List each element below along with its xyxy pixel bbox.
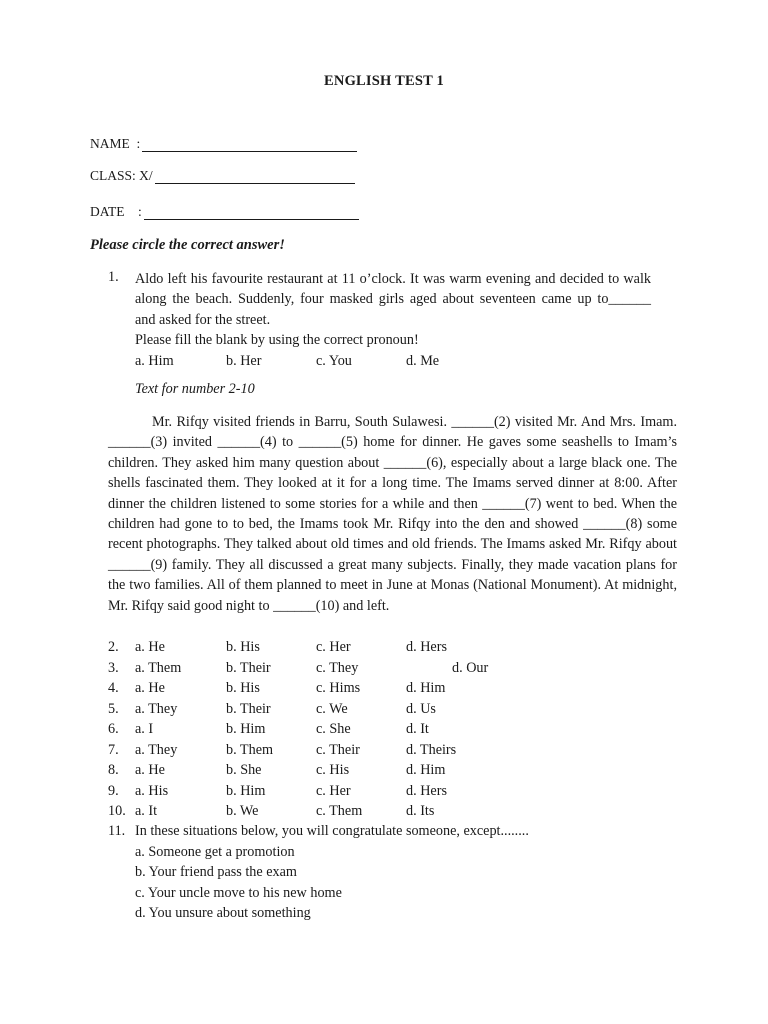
option-a[interactable]: a. He	[135, 762, 165, 778]
option-a[interactable]: a. They	[135, 741, 178, 758]
question-line: and asked for the street.	[135, 311, 271, 328]
answer-row	[108, 801, 668, 822]
option-b[interactable]: b. Him	[226, 782, 266, 799]
option-d[interactable]: d. Him	[406, 680, 446, 696]
question-1-options	[135, 351, 651, 371]
class-label: CLASS: X/	[90, 168, 153, 183]
answer-number: 3.	[108, 659, 119, 676]
option-b[interactable]: b. Your friend pass the exam	[135, 864, 297, 880]
question-line: Please fill the blank by using the correct pronoun!	[135, 332, 419, 349]
question-11	[108, 821, 668, 924]
option-c[interactable]: c. Your uncle move to his new home	[135, 884, 342, 901]
option-a[interactable]: a. He	[135, 639, 165, 655]
answer-row	[108, 781, 668, 802]
class-blank-line	[155, 169, 355, 184]
option-b[interactable]: b. She	[226, 762, 262, 778]
option-c[interactable]: c. We	[316, 700, 348, 717]
option-d[interactable]: d. Him	[406, 762, 446, 778]
answer-options-2-10	[108, 637, 668, 822]
question-line: along the beach. Suddenly, four masked girls aged about seventeen came up to______	[135, 291, 651, 308]
option-a[interactable]: a. I	[135, 721, 154, 737]
option-row	[108, 903, 668, 924]
option-d[interactable]: d. Us	[406, 700, 436, 717]
name-label: NAME :	[90, 136, 141, 151]
answer-row	[108, 699, 668, 720]
option-row	[108, 862, 668, 883]
option-d[interactable]: d. Hers	[406, 782, 447, 799]
answer-row	[108, 740, 668, 761]
question-line: Aldo left his favourite restaurant at 11 o’clock. It was warm evening and decided to walk	[135, 271, 651, 287]
answer-row	[108, 678, 668, 699]
question-1	[135, 269, 651, 371]
indent-spacer	[108, 862, 135, 883]
instruction: Please circle the correct answer!	[90, 237, 285, 253]
date-blank-line	[144, 205, 359, 220]
answer-number: 8.	[108, 762, 119, 778]
option-d[interactable]: d. You unsure about something	[135, 905, 311, 921]
option-a[interactable]: a. Them	[135, 659, 182, 676]
option-b[interactable]: b. Them	[226, 741, 274, 758]
option-c[interactable]: c. You	[316, 352, 352, 369]
passage-text: Mr. Rifqy visited friends in Barru, South Sulawesi. ______(2) visited Mr. And Mrs. Imam. ______(3) invited ______(4) to ______(5) home for dinner. He gaves some seashells to Imam’s children. They asked him many question about ______(6), especially about a large black one. The shells fascinated them. They looked at it for a long time. The Imams served dinner at 8:00. After dinner the children listened to some stories for a while and then ______(7) went to bed. When the children had gone to to bed, the Imams took Mr. Rifqy into the den and showed ______(8) some recent photographs. They talked about old times and old friends. The Imams asked Mr. Rifqy about ______(9) family. They all discussed a great many subjects. Finally, they made vacation plans for the two families. All of them planned to meet in June at Monas (National Monument). At midnight, Mr. Rifqy said good night to ______(10) and left.	[108, 414, 677, 614]
indent-spacer	[108, 842, 135, 863]
option-a[interactable]: a. His	[135, 782, 169, 799]
answer-row	[108, 658, 668, 679]
option-a[interactable]: a. It	[135, 803, 158, 819]
option-c[interactable]: c. Her	[316, 782, 351, 799]
date-field	[90, 202, 359, 220]
question-number: 1.	[108, 269, 119, 285]
answer-number: 6.	[108, 721, 119, 737]
option-a[interactable]: a. He	[135, 680, 165, 696]
option-c[interactable]: c. His	[316, 762, 350, 778]
answer-number: 4.	[108, 680, 119, 696]
option-d[interactable]: d. Our	[452, 659, 489, 676]
option-c[interactable]: c. Them	[316, 803, 363, 819]
answer-number: 5.	[108, 700, 119, 717]
page-title: ENGLISH TEST 1	[324, 73, 444, 89]
option-d[interactable]: d. Hers	[406, 639, 447, 655]
option-d[interactable]: d. It	[406, 721, 429, 737]
option-row	[108, 842, 668, 863]
question-11-prompt: In these situations below, you will congratulate someone, except........	[135, 823, 529, 839]
option-d[interactable]: d. Its	[406, 803, 435, 819]
question-number: 11.	[108, 823, 126, 839]
option-b[interactable]: b. His	[226, 639, 260, 655]
answer-row	[108, 719, 668, 740]
option-c[interactable]: c. Hims	[316, 680, 361, 696]
option-b[interactable]: b. We	[226, 803, 259, 819]
option-c[interactable]: c. Her	[316, 639, 351, 655]
option-b[interactable]: b. Their	[226, 659, 271, 676]
option-b[interactable]: b. Her	[226, 352, 262, 369]
option-a[interactable]: a. Someone get a promotion	[135, 843, 295, 860]
indent-spacer	[108, 883, 135, 904]
option-c[interactable]: c. They	[316, 659, 359, 676]
answer-number: 9.	[108, 782, 119, 799]
option-d[interactable]: d. Me	[406, 352, 440, 369]
option-a[interactable]: a. Him	[135, 352, 174, 369]
reading-passage	[108, 412, 677, 616]
option-row	[108, 883, 668, 904]
name-field	[90, 134, 357, 152]
text-for-heading: Text for number 2-10	[135, 381, 255, 397]
option-c[interactable]: c. She	[316, 721, 351, 737]
option-d[interactable]: d. Theirs	[406, 741, 457, 758]
answer-number: 2.	[108, 639, 119, 655]
class-field	[90, 166, 355, 184]
answer-number: 7.	[108, 741, 119, 758]
name-blank-line	[142, 137, 357, 152]
question-11-prompt-row	[108, 821, 668, 842]
answer-number: 10.	[108, 803, 126, 819]
option-c[interactable]: c. Their	[316, 741, 360, 758]
option-b[interactable]: b. Him	[226, 721, 266, 737]
answer-row	[108, 637, 668, 658]
option-b[interactable]: b. Their	[226, 700, 271, 717]
indent-spacer	[108, 903, 135, 924]
option-b[interactable]: b. His	[226, 680, 260, 696]
answer-row	[108, 760, 668, 781]
option-a[interactable]: a. They	[135, 700, 178, 717]
date-label: DATE :	[90, 204, 142, 219]
